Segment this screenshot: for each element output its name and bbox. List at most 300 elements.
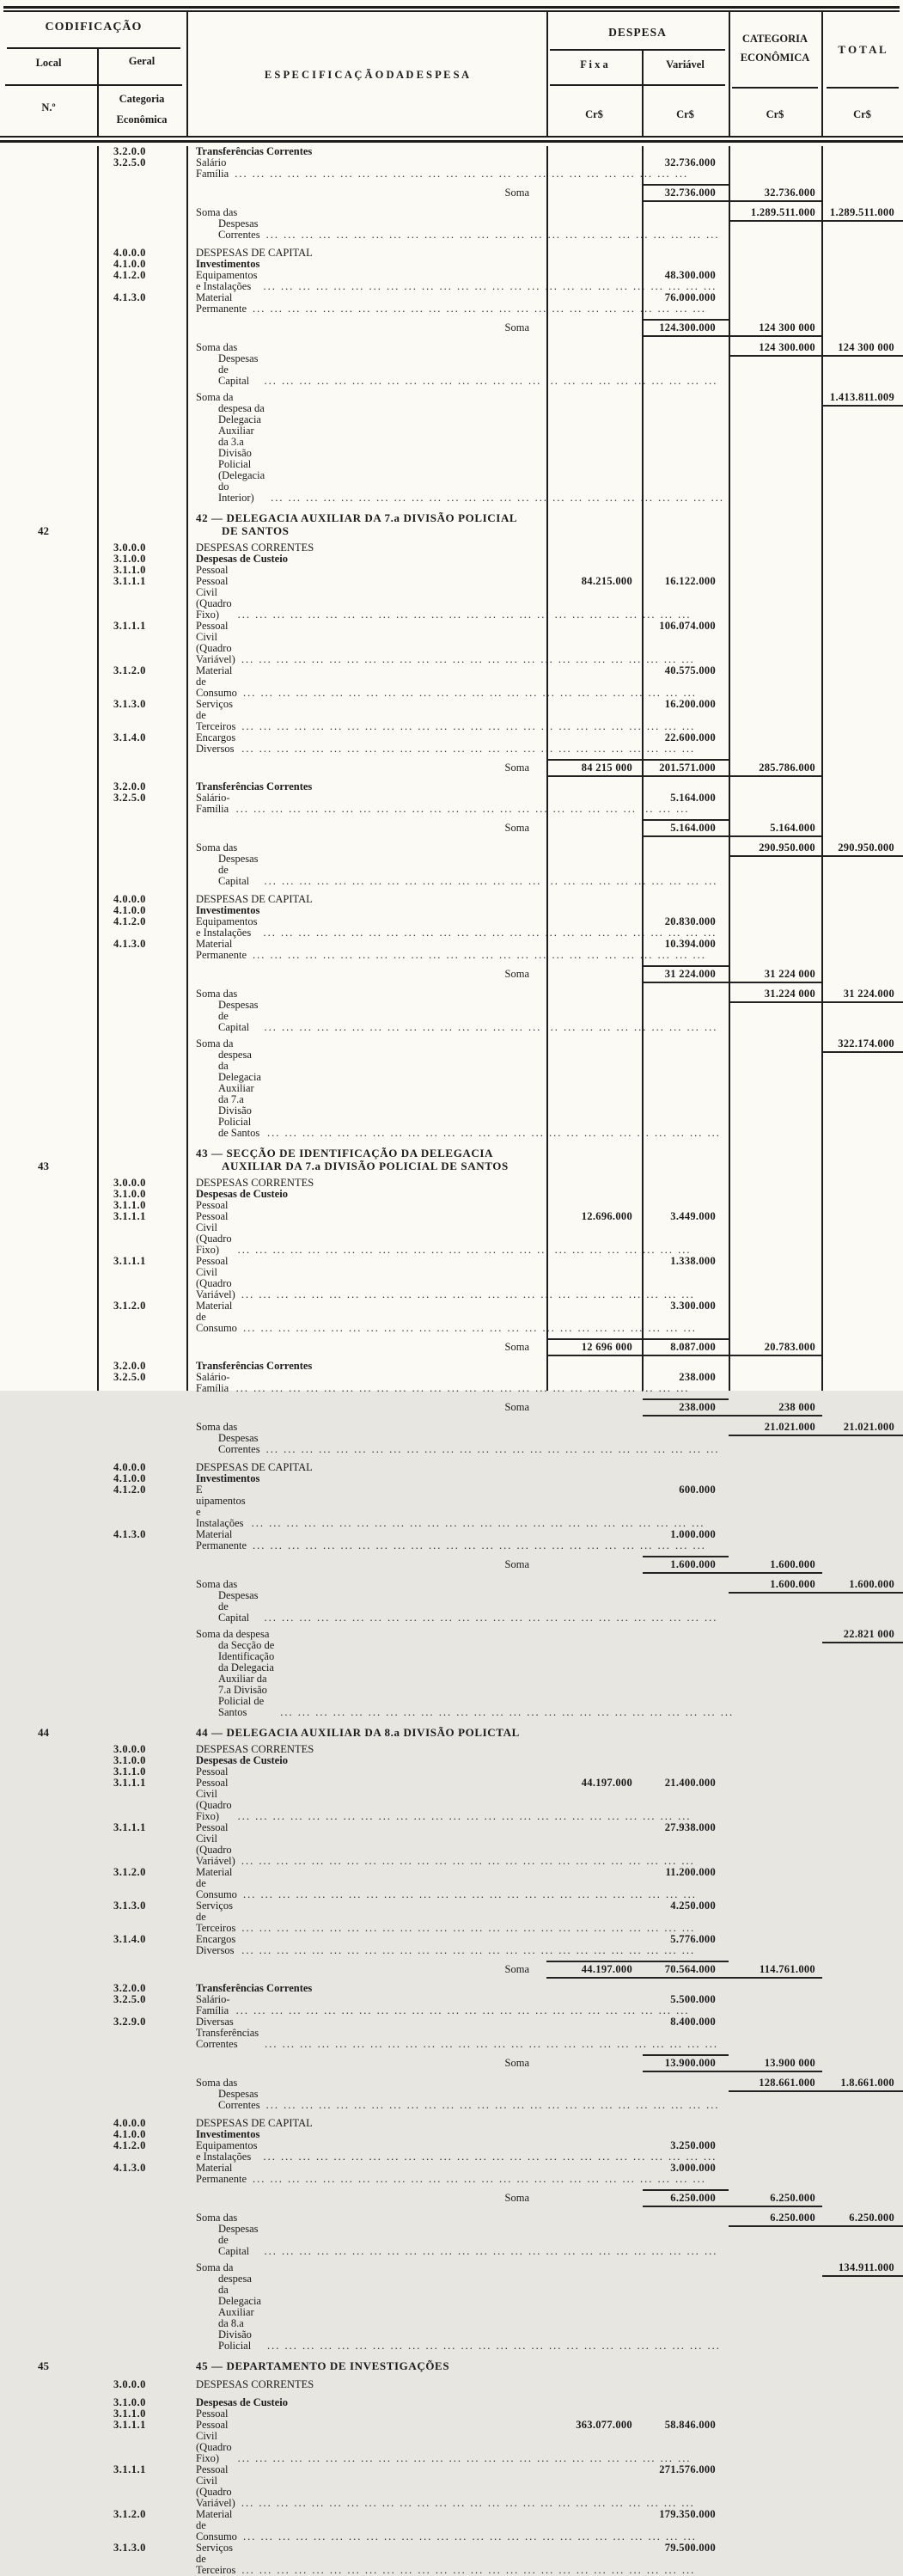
dotted-leader (241, 2565, 695, 2576)
table-row (0, 1900, 903, 1934)
categoria-economica-label-line2: ECONÔMICA (740, 52, 810, 64)
amount-variavel: 76.000.000 (664, 291, 716, 303)
soma-label: Soma (504, 187, 529, 199)
amount-variavel: 13.900.000 (664, 2057, 716, 2069)
section-header-row (0, 511, 903, 537)
amount-fixa: 84.215.000 (581, 575, 632, 587)
spec-text: DESPESAS CORRENTES (196, 2378, 314, 2390)
table-row (0, 270, 903, 292)
spec-text: Despesas de Custeio (196, 1188, 288, 1200)
dotted-leader (241, 1923, 695, 1934)
amount-total: 1.600.000 (849, 1578, 894, 1590)
spec-text: Investimentos (196, 2128, 260, 2140)
dotted-leader (252, 1518, 705, 1529)
spec-text: Soma das Despesas Correntes (196, 1421, 260, 1455)
soma-row (0, 1961, 903, 1979)
amount-categoria: 20.783.000 (764, 1341, 815, 1353)
amount-categoria: 285.786.000 (759, 762, 815, 774)
body-vline-local-geral (97, 146, 99, 1391)
dotted-leader (238, 609, 692, 621)
geral-code: 3.1.2.0 (113, 2508, 146, 2520)
table-row (0, 157, 903, 180)
local-number: 43 (38, 1160, 49, 1172)
section-title: 45 — DEPARTAMENTO DE INVESTIGAÇÕES (196, 2359, 450, 2372)
amount-variavel: 238.000 (679, 1401, 716, 1413)
dotted-leader (264, 2151, 717, 2163)
amount-total: 134.911.000 (838, 2261, 894, 2273)
geral-code: 3.1.1.0 (113, 1765, 146, 1778)
geral-code: 3.0.0.0 (113, 1743, 146, 1755)
spec-text: Pessoal (196, 2408, 229, 2420)
soma-label: Soma (504, 2057, 529, 2069)
amount-variavel: 3.300.000 (670, 1300, 716, 1312)
currency-label-variavel: Cr$ (676, 108, 694, 120)
geral-code: 3.0.0.0 (113, 2378, 146, 2390)
sum-row (0, 207, 903, 241)
table-row (0, 2163, 903, 2185)
table-row (0, 1994, 903, 2016)
sum-row (0, 1579, 903, 1624)
table-row (0, 1256, 903, 1300)
sum-row (0, 392, 903, 504)
amount-categoria: 32.736.000 (764, 187, 815, 199)
spec-text: Equipamentos e Instalações (196, 2139, 258, 2163)
amount-categoria: 290.950.000 (759, 841, 815, 854)
spec-text: Pessoal Civil (Quadro Variável) (196, 2463, 235, 2509)
spec-text: Transferências Correntes (196, 1360, 313, 1372)
dotted-leader (238, 1245, 692, 1256)
spec-text: Pessoal (196, 1765, 229, 1778)
spec-text: DESPESAS CORRENTES (196, 1177, 314, 1189)
soma-row (0, 1556, 903, 1574)
fixa-label: F i x a (580, 58, 608, 70)
amount-variavel: 21.400.000 (664, 1777, 716, 1789)
table-row (0, 1372, 903, 1394)
top-rule-1 (3, 6, 900, 9)
table-row (0, 665, 903, 699)
soma-label: Soma (504, 1963, 529, 1975)
geral-code: 3.1.0.0 (113, 1188, 146, 1200)
geral-code: 3.1.0.0 (113, 553, 146, 565)
dotted-leader (236, 2005, 690, 2016)
soma-label: Soma (504, 762, 529, 774)
spec-text: Transferências Correntes (196, 145, 313, 157)
table-row (0, 576, 903, 621)
amount-total: 21.021.000 (843, 1421, 894, 1433)
table-row (0, 1934, 903, 1956)
amount-total: 290.950.000 (838, 841, 894, 854)
amount-variavel: 70.564.000 (664, 1963, 716, 1975)
spec-text: Soma das Despesas de Capital (196, 341, 259, 387)
spec-text: Investimentos (196, 258, 260, 270)
spec-text: Investimentos (196, 1472, 260, 1484)
total-rule (827, 87, 899, 89)
geral-code: 3.0.0.0 (113, 1177, 146, 1189)
amount-total: 124 300 000 (838, 341, 894, 353)
table-row (0, 2140, 903, 2163)
spec-text: Soma das Despesas de Capital (196, 1578, 259, 1624)
amount-categoria: 124 300 000 (759, 321, 815, 333)
geral-code: 4.0.0.0 (113, 893, 146, 905)
geral-code: 3.1.2.0 (113, 664, 146, 676)
geral-code: 3.1.3.0 (113, 698, 146, 710)
amount-variavel: 40.575.000 (664, 664, 716, 676)
geral-code: 3.1.1.1 (113, 1777, 146, 1789)
spec-text: Pessoal Civil (Quadro Variável) (196, 1255, 235, 1300)
amount-categoria: 31 224 000 (764, 968, 815, 980)
geral-code: 4.1.2.0 (113, 1484, 146, 1496)
amount-variavel: 5.164.000 (670, 822, 716, 834)
dotted-leader (253, 1540, 706, 1551)
geral-code: 3.2.0.0 (113, 145, 146, 157)
amount-categoria: 114.761.000 (759, 1963, 815, 1975)
amount-variavel: 238.000 (679, 1371, 716, 1383)
table-row (0, 2379, 903, 2390)
soma-row (0, 819, 903, 837)
amount-fixa: 44.197.000 (581, 1777, 632, 1789)
spec-text: Soma das Despesas de Capital (196, 841, 259, 887)
soma-row (0, 319, 903, 337)
spec-text: DESPESAS DE CAPITAL (196, 247, 313, 259)
amount-variavel: 179.350.000 (659, 2508, 716, 2520)
dotted-leader (238, 2453, 692, 2464)
header-vline-local-geral (97, 49, 99, 136)
header-bottom-rule-2 (0, 140, 903, 143)
amount-variavel: 27.938.000 (664, 1821, 716, 1833)
amount-total: 322.174.000 (838, 1037, 894, 1049)
geral-label: Geral (128, 55, 156, 67)
soma-row (0, 1338, 903, 1356)
amount-categoria: 124 300.000 (759, 341, 815, 353)
geral-code: 4.1.3.0 (113, 291, 146, 303)
spec-text: Transferências Correntes (196, 1982, 313, 1994)
table-row (0, 699, 903, 732)
geral-code: 3.1.2.0 (113, 1866, 146, 1878)
geral-code: 3.2.9.0 (113, 2016, 146, 2028)
spec-text: Material Permanente (196, 291, 247, 315)
amount-categoria: 5.164.000 (770, 822, 815, 834)
section-header-row (0, 1147, 903, 1172)
categoria-economica-label-line1: CATEGORIA (741, 33, 808, 45)
spec-text: Pessoal Civil (Quadro Fixo) (196, 1777, 232, 1822)
local-number: 45 (38, 2359, 49, 2372)
amount-variavel: 201.571.000 (659, 762, 716, 774)
geral-code: 3.1.1.0 (113, 564, 146, 576)
amount-categoria: 1.600.000 (770, 1578, 815, 1590)
header-vline-categoria-total (821, 10, 823, 136)
spec-text: Soma da despesa da Delegacia Auxiliar da 3.a Divisão Policial (Delegacia do Interior) (196, 391, 265, 504)
amount-variavel: 124.300.000 (659, 321, 716, 333)
geral-code: 4.1.0.0 (113, 2128, 146, 2140)
table-row (0, 621, 903, 665)
amount-variavel: 271.576.000 (659, 2463, 716, 2475)
spec-text: DESPESAS DE CAPITAL (196, 2117, 313, 2129)
spec-text: DESPESAS DE CAPITAL (196, 1461, 313, 1473)
table-row (0, 732, 903, 755)
geral-code: 3.1.1.0 (113, 1199, 146, 1211)
spec-text: Material de Consumo (196, 1866, 237, 1900)
section-header-row (0, 1726, 903, 1739)
soma-row (0, 1398, 903, 1416)
amount-fixa: 363.077.000 (576, 2419, 632, 2431)
amount-variavel: 8.087.000 (670, 1341, 716, 1353)
dotted-leader (241, 1856, 695, 1867)
spec-text: Salário Família (196, 156, 229, 180)
spec-text: Pessoal Civil (Quadro Variável) (196, 1821, 235, 1867)
spec-text: Material Permanente (196, 938, 247, 961)
spec-text: Pessoal Civil (Quadro Fixo) (196, 1210, 232, 1256)
body-vline-fixa-variavel (642, 146, 644, 1391)
amount-variavel: 106.074.000 (659, 620, 716, 632)
amount-variavel: 10.394.000 (664, 938, 716, 950)
geral-code: 3.1.1.1 (113, 1821, 146, 1833)
section-header-row (0, 2359, 903, 2372)
table-row (0, 1211, 903, 1256)
dotted-leader (235, 168, 688, 180)
soma-label: Soma (504, 321, 529, 333)
currency-label-total: Cr$ (853, 108, 871, 120)
spec-text: Pessoal Civil (Quadro Variável) (196, 620, 235, 665)
amount-variavel: 1.338.000 (670, 1255, 716, 1267)
especificacao-label: E S P E C I F I C A Ç Ã O D A D E S P E S A (264, 69, 470, 81)
amount-categoria: 1.289.511.000 (750, 206, 815, 218)
geral-code: 3.1.1.1 (113, 2419, 146, 2431)
spec-text: Soma da despesa da Delegacia Auxiliar da 8.a Divisão Policial (196, 2261, 261, 2352)
spec-text: DESPESAS CORRENTES (196, 1743, 314, 1755)
amount-fixa: 12 696 000 (581, 1341, 632, 1353)
categoria-sub-label-line1: Categoria (119, 93, 165, 105)
body-vline-variavel-categoria (729, 146, 730, 1391)
table-row (0, 2509, 903, 2542)
spec-text: Material de Consumo (196, 2508, 237, 2542)
header-vline-espec-fixa (546, 10, 548, 136)
geral-code: 3.2.0.0 (113, 1360, 146, 1372)
table-row (0, 792, 903, 815)
amount-fixa: 44.197.000 (581, 1963, 632, 1975)
amount-variavel: 16.200.000 (664, 698, 716, 710)
spec-text: Soma da despesa da Delegacia Auxiliar da 7.a Divisão Policial de Santos (196, 1037, 261, 1139)
soma-row (0, 965, 903, 983)
section-title: 44 — DELEGACIA AUXILIAR DA 8.a DIVISÃO POLICTAL (196, 1726, 520, 1739)
spec-text: Equipamentos e Instalações (196, 269, 258, 292)
currency-label-fixa: Cr$ (585, 108, 603, 120)
dotted-leader (280, 1707, 734, 1718)
spec-text: Soma das Despesas de Capital (196, 2212, 259, 2257)
amount-categoria: 6.250.000 (770, 2212, 815, 2224)
dotted-leader (241, 1289, 695, 1300)
header-vline-fixa-variavel (642, 51, 644, 136)
geral-code: 3.1.1.0 (113, 2408, 146, 2420)
spec-text: Despesas de Custeio (196, 2396, 288, 2408)
geral-code: 3.2.5.0 (113, 1371, 146, 1383)
table-row (0, 1300, 903, 1334)
amount-variavel: 8.400.000 (670, 2016, 716, 2028)
geral-code: 3.2.5.0 (113, 156, 146, 168)
geral-code: 4.1.2.0 (113, 915, 146, 927)
geral-code: 3.1.0.0 (113, 1754, 146, 1766)
table-row (0, 916, 903, 939)
amount-variavel: 32.736.000 (664, 187, 716, 199)
table-row (0, 2542, 903, 2576)
amount-variavel: 31 224.000 (664, 968, 716, 980)
dotted-leader (241, 721, 695, 732)
dotted-leader (241, 2498, 695, 2509)
amount-variavel: 79.500.000 (664, 2542, 716, 2554)
header-bottom-rule-1 (0, 136, 903, 138)
dotted-leader (265, 376, 718, 387)
spec-text: Pessoal (196, 1199, 229, 1211)
despesa-label: DESPESA (608, 26, 667, 39)
body-vline-geral-espec (186, 146, 188, 1391)
spec-text: Pessoal (196, 564, 229, 576)
spec-text: Transferências Correntes (196, 780, 313, 792)
spec-text: Pessoal Civil (Quadro Fixo) (196, 2419, 232, 2464)
amount-variavel: 11.200.000 (665, 1866, 716, 1878)
spec-text: Pessoal Civil (Quadro Fixo) (196, 575, 232, 621)
geral-code: 4.1.3.0 (113, 1528, 146, 1540)
categoria-sub-label-line2: Econômica (116, 113, 168, 125)
soma-label: Soma (504, 2192, 529, 2204)
dotted-leader (265, 2246, 718, 2257)
amount-variavel: 600.000 (679, 1484, 716, 1496)
soma-label: Soma (504, 1401, 529, 1413)
soma-label: Soma (504, 968, 529, 980)
fixa-variavel-rule (550, 84, 725, 86)
geral-code: 4.0.0.0 (113, 2117, 146, 2129)
amount-total: 31 224.000 (843, 988, 894, 1000)
local-number: 44 (38, 1726, 49, 1739)
codificacao-label: CODIFICAÇÃO (45, 21, 143, 34)
amount-categoria: 128.661.000 (759, 2077, 815, 2089)
dotted-leader (241, 1945, 695, 1956)
amount-categoria: 13.900 000 (764, 2057, 815, 2069)
dotted-leader (243, 688, 697, 699)
amount-variavel: 5.500.000 (670, 1993, 716, 2005)
spec-text: Encargos Diversos (196, 731, 236, 755)
dotted-leader (241, 743, 695, 755)
geral-code: 3.1.1.1 (113, 1210, 146, 1222)
header-vline-variavel-categoria (729, 10, 730, 136)
geral-code: 3.1.1.1 (113, 620, 146, 632)
table-row (0, 1484, 903, 1529)
dotted-leader (253, 950, 706, 961)
table-row (0, 292, 903, 315)
amount-variavel: 6.250.000 (670, 2192, 716, 2204)
soma-row (0, 759, 903, 777)
spec-text: Soma das Despesas Correntes (196, 206, 260, 241)
spec-text: Investimentos (196, 904, 260, 916)
soma-row (0, 184, 903, 202)
header-vline-geral-espec (186, 10, 188, 136)
spec-text: Material Permanente (196, 1528, 247, 1551)
geral-code: 3.2.5.0 (113, 1993, 146, 2005)
table-row (0, 1529, 903, 1551)
dotted-leader (253, 303, 706, 315)
geral-code: 3.1.3.0 (113, 1900, 146, 1912)
dotted-leader (265, 2039, 718, 2050)
geral-code: 3.1.1.1 (113, 575, 146, 587)
table-row (0, 939, 903, 961)
geral-code: 4.0.0.0 (113, 1461, 146, 1473)
spec-text: Soma da despesa da Secção de Identificação da Delegacia Auxiliar da 7.a Divisão Policial de Santos (196, 1628, 275, 1718)
geral-code: 4.1.3.0 (113, 2162, 146, 2174)
amount-fixa: 84 215 000 (581, 762, 632, 774)
amount-variavel: 20.830.000 (664, 915, 716, 927)
spec-text: DESPESAS DE CAPITAL (196, 893, 313, 905)
amount-variavel: 5.164.000 (670, 792, 716, 804)
geral-code: 3.1.3.0 (113, 2542, 146, 2554)
dotted-leader (265, 876, 718, 887)
geral-code: 3.1.0.0 (113, 2396, 146, 2408)
geral-code: 3.1.4.0 (113, 1933, 146, 1945)
amount-total: 6.250.000 (849, 2212, 894, 2224)
table-row (0, 2420, 903, 2464)
spec-text: Soma das Despesas de Capital (196, 988, 259, 1033)
numero-label: N.º (41, 101, 56, 113)
spec-text: Diversas Transferências Correntes (196, 2016, 259, 2050)
amount-categoria: 6.250.000 (770, 2192, 815, 2204)
spec-text: Serviços de Terceiros (196, 1900, 236, 1934)
dotted-leader (264, 281, 717, 292)
local-label: Local (35, 57, 62, 69)
dotted-leader (271, 493, 724, 504)
sum-row (0, 2212, 903, 2257)
dotted-leader (266, 1444, 720, 1455)
geral-code: 4.1.0.0 (113, 1472, 146, 1484)
spec-text: Material de Consumo (196, 1300, 237, 1334)
geral-code: 3.0.0.0 (113, 542, 146, 554)
dotted-leader (243, 2531, 697, 2542)
amount-variavel: 22.600.000 (664, 731, 716, 743)
top-rule-2 (3, 10, 900, 12)
soma-label: Soma (504, 822, 529, 834)
sum-row (0, 842, 903, 887)
amount-total: 1.8.661.000 (840, 2077, 894, 2089)
spec-text: Salário-Família (196, 1993, 230, 2016)
dotted-leader (267, 2340, 721, 2352)
dotted-leader (243, 1889, 697, 1900)
local-geral-rule (5, 84, 182, 86)
amount-variavel: 5.776.000 (670, 1933, 716, 1945)
geral-code: 3.2.0.0 (113, 780, 146, 792)
table-row (0, 2464, 903, 2509)
geral-code: 4.1.2.0 (113, 2139, 146, 2151)
sum-row (0, 2262, 903, 2352)
table-row (0, 1778, 903, 1822)
dotted-leader (266, 229, 720, 241)
geral-code: 3.2.5.0 (113, 792, 146, 804)
soma-row (0, 2054, 903, 2072)
table-row (0, 1822, 903, 1867)
soma-label: Soma (504, 1341, 529, 1353)
amount-categoria: 21.021.000 (764, 1421, 815, 1433)
amount-categoria: 238 000 (778, 1401, 815, 1413)
geral-code: 3.2.0.0 (113, 1982, 146, 1994)
table-row (0, 1867, 903, 1900)
soma-label: Soma (504, 1558, 529, 1570)
geral-code: 3.1.1.1 (113, 1255, 146, 1267)
codificacao-rule (7, 47, 180, 49)
spec-text: Despesas de Custeio (196, 553, 288, 565)
geral-code: 4.1.2.0 (113, 269, 146, 281)
section-title: 43 — SECÇÃO DE IDENTIFICAÇÃO DA DELEGACIA AUXILIAR DA 7.a DIVISÃO POLICIAL DE SANTOS (196, 1147, 509, 1172)
dotted-leader (238, 1811, 692, 1822)
amount-total: 1.289.511.000 (829, 206, 894, 218)
amount-variavel: 32.736.000 (664, 156, 716, 168)
spec-text: Material de Consumo (196, 664, 237, 699)
total-label: T O T A L (838, 43, 887, 56)
local-number: 42 (38, 524, 49, 537)
